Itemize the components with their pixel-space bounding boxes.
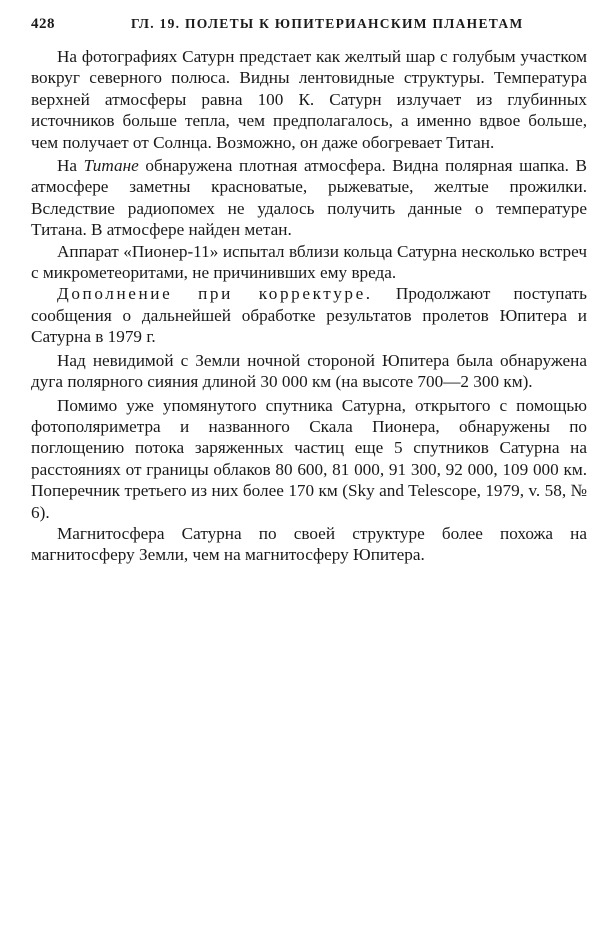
running-title: ГЛ. 19. ПОЛЕТЫ К ЮПИТЕРИАНСКИМ ПЛАНЕТАМ (131, 16, 524, 31)
page-number: 428 (31, 16, 55, 32)
paragraph-magnetosphere: Магнитосфера Сатурна по своей структуре более похожа на магнитосферу Земли, чем на магнитосферу Юпитера. (31, 523, 587, 565)
paragraph-titan-text: обнаружена плотная атмосфера. Видна полярная шапка. В атмосфере заметны красноватые, рыжеватые, желтые прожилки. Вследствие радиопомех не удалось получить данные о температуре Титана. В атмосфере найден метан. (31, 156, 587, 240)
addendum-text: Продолжают поступать сообщения о дальнейшей обработке результатов пролетов Юпитера и Сатурна в 1979 г. (31, 284, 587, 347)
addendum-heading: Дополнение при корректуре. (57, 284, 373, 304)
page-header (31, 14, 587, 38)
body-text (31, 46, 587, 566)
titan-emphasis: Титане (83, 156, 139, 176)
paragraph-saturn-photos: На фотографиях Сатурн предстает как желтый шар с голубым участком вокруг северного полюса. Видны лентовидные структуры. Температура верхней атмосферы равна 100 К. Сатурн излучает из глубинных источников больше тепла, чем предполагалось, а именно вдвое больше, чем получает от Солнца. Возможно, он даже обогревает Титан. (31, 47, 587, 152)
paragraph-aurora: Над невидимой с Земли ночной стороной Юпитера была обнаружена дуга полярного сияния длиной 30 000 км (на высоте 700—2 300 км). (31, 350, 587, 392)
paragraph-titan-lead: На (57, 156, 84, 176)
book-page (31, 14, 587, 566)
paragraph-titan (31, 155, 587, 241)
paragraph-pioneer-11: Аппарат «Пионер-11» испытал вблизи кольца Сатурна несколько встреч с микрометеоритами, не причинивших ему вреда. (31, 241, 587, 283)
paragraph-satellites: Помимо уже упомянутого спутника Сатурна, открытого с помощью фотополяриметра и названного Скала Пионера, обнаружены по поглощению потока заряженных частиц еще 5 спутников Сатурна на расстояниях от границы облаков 80 600, 81 000, 91 300, 92 000, 109 000 км. Поперечник третьего из них более 170 км (Sky and Telescope, 1979, v. 58, № 6). (31, 395, 587, 522)
paragraph-addendum (31, 283, 587, 347)
